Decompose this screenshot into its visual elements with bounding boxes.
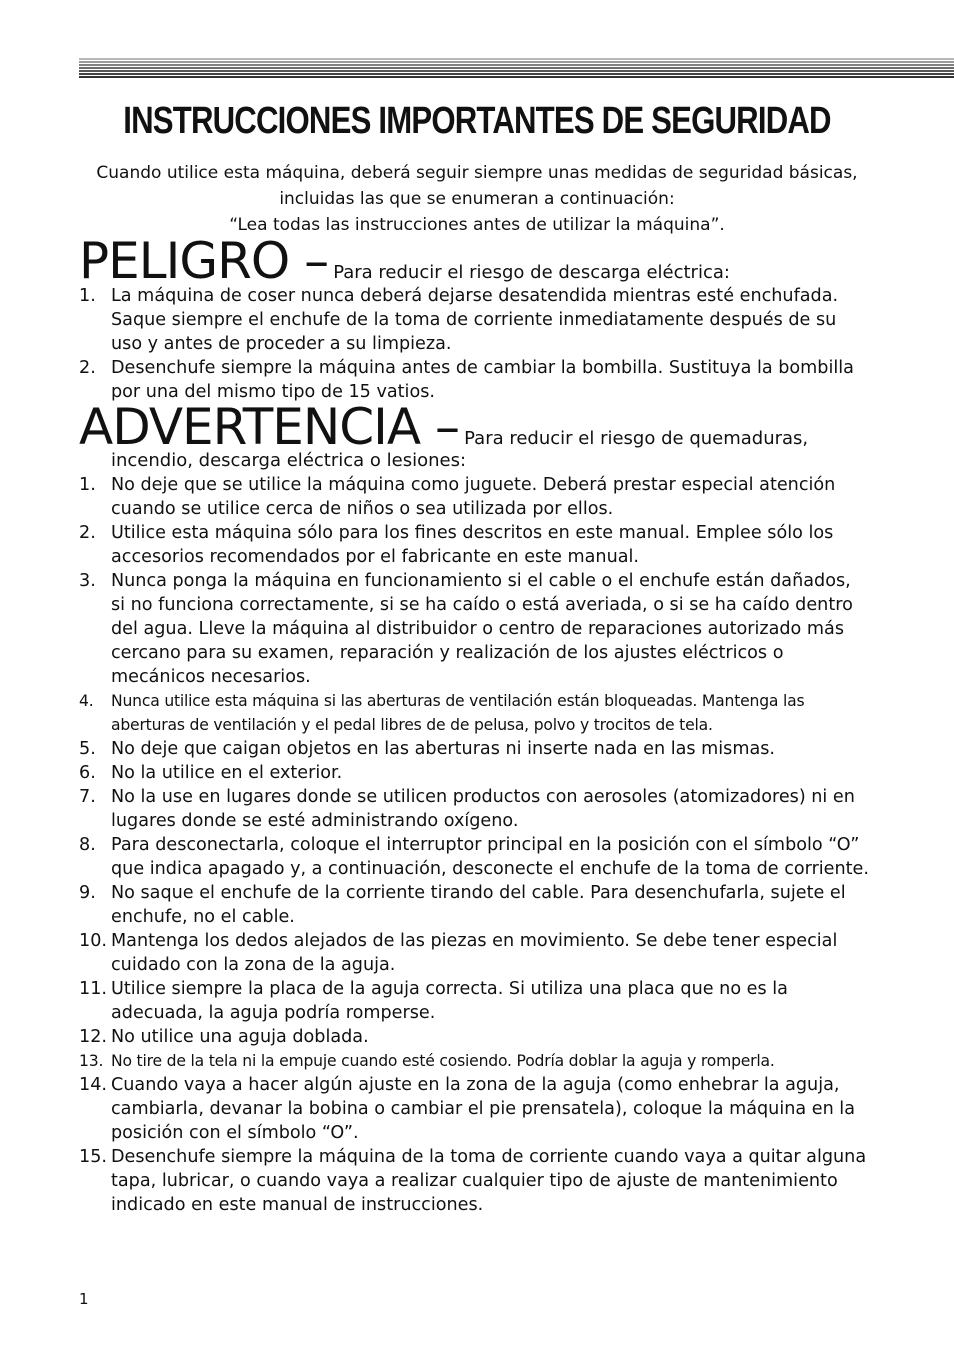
intro-line: incluidas las que se enumeran a continuación:	[279, 189, 675, 209]
advertencia-list	[79, 473, 869, 1217]
list-item: 14. Cuando vaya a hacer algún ajuste en la zona de la aguja (como enhebrar la aguja, cambiarla, devanar la bobina o cambiar el pie prensatela), coloque la máquina en la posición con el símbolo “O”.	[79, 1075, 855, 1143]
list-item: 4. Nunca utilice esta máquina si las aberturas de ventilación están bloqueadas. Mantenga las aberturas de ventilación y el pedal libres de de pelusa, polvo y trocitos de tela.	[79, 692, 805, 734]
list-item: 12. No utilice una aguja doblada.	[79, 1027, 369, 1047]
intro-line: Cuando utilice esta máquina, deberá seguir siempre unas medidas de seguridad básicas,	[96, 163, 858, 183]
peligro-subtitle: Para reducir el riesgo de descarga eléctrica:	[333, 262, 730, 283]
list-item: 15. Desenchufe siempre la máquina de la toma de corriente cuando vaya a quitar alguna tapa, lubricar, o cuando vaya a realizar cualquier tipo de ajuste de mantenimiento indicado en este manual de instrucciones.	[79, 1147, 867, 1215]
list-item: 5. No deje que caigan objetos en las aberturas ni inserte nada en las mismas.	[79, 739, 776, 759]
list-item: 13. No tire de la tela ni la empuje cuando esté cosiendo. Podría doblar la aguja y romperla.	[79, 1052, 775, 1070]
peligro-list	[79, 284, 869, 404]
list-item: 2. Desenchufe siempre la máquina antes de cambiar la bombilla. Sustituya la bombilla por una del mismo tipo de 15 vatios.	[79, 358, 854, 402]
peligro-word: PELIGRO –	[79, 232, 329, 290]
list-item: 1. La máquina de coser nunca deberá dejarse desatendida mientras esté enchufada. Saque siempre el enchufe de la toma de corriente inmediatamente después de su uso y antes de proceder a su limpieza.	[79, 286, 839, 354]
advertencia-subtitle-cont: incendio, descarga eléctrica o lesiones:	[111, 450, 467, 471]
advertencia-heading	[79, 398, 809, 456]
list-item: 8. Para desconectarla, coloque el interruptor principal en la posición con el símbolo “O” que indica apagado y, a continuación, desconecte el enchufe de la toma de corriente.	[79, 835, 869, 879]
advertencia-word: ADVERTENCIA –	[79, 398, 460, 456]
header-bars	[79, 58, 954, 86]
intro-text	[60, 160, 894, 238]
list-item: 11. Utilice siempre la placa de la aguja correcta. Si utiliza una placa que no es la adecuada, la aguja podría romperse.	[79, 979, 788, 1023]
page-number: 1	[79, 1290, 89, 1308]
list-item: 3. Nunca ponga la máquina en funcionamiento si el cable o el enchufe están dañados, si no funciona correctamente, si se ha caído o está averiada, o si se ha caído dentro del agua. Lleve la máquina al distribuidor o centro de reparaciones autorizado más cercano para su examen, reparación y realización de los ajustes eléctricos o mecánicos necesarios.	[79, 571, 853, 687]
list-item: 2. Utilice esta máquina sólo para los fines descritos en este manual. Emplee sólo los accesorios recomendados por el fabricante en este manual.	[79, 523, 834, 567]
intro-line: “Lea todas las instrucciones antes de utilizar la máquina”.	[229, 215, 725, 235]
list-item: 1. No deje que se utilice la máquina como juguete. Deberá prestar especial atención cuando se utilice cerca de niños o sea utilizada por ellos.	[79, 475, 836, 519]
advertencia-subtitle: Para reducir el riesgo de quemaduras,	[464, 428, 809, 449]
list-item: 7. No la use en lugares donde se utilicen productos con aerosoles (atomizadores) ni en lugares donde se esté administrando oxígeno.	[79, 787, 855, 831]
peligro-heading	[79, 232, 730, 290]
list-item: 6. No la utilice en el exterior.	[79, 763, 343, 783]
list-item: 9. No saque el enchufe de la corriente tirando del cable. Para desenchufarla, sujete el enchufe, no el cable.	[79, 883, 846, 927]
page-title: INSTRUCCIONES IMPORTANTES DE SEGURIDAD	[123, 100, 831, 142]
list-item: 10. Mantenga los dedos alejados de las piezas en movimiento. Se debe tener especial cuidado con la zona de la aguja.	[79, 931, 838, 975]
